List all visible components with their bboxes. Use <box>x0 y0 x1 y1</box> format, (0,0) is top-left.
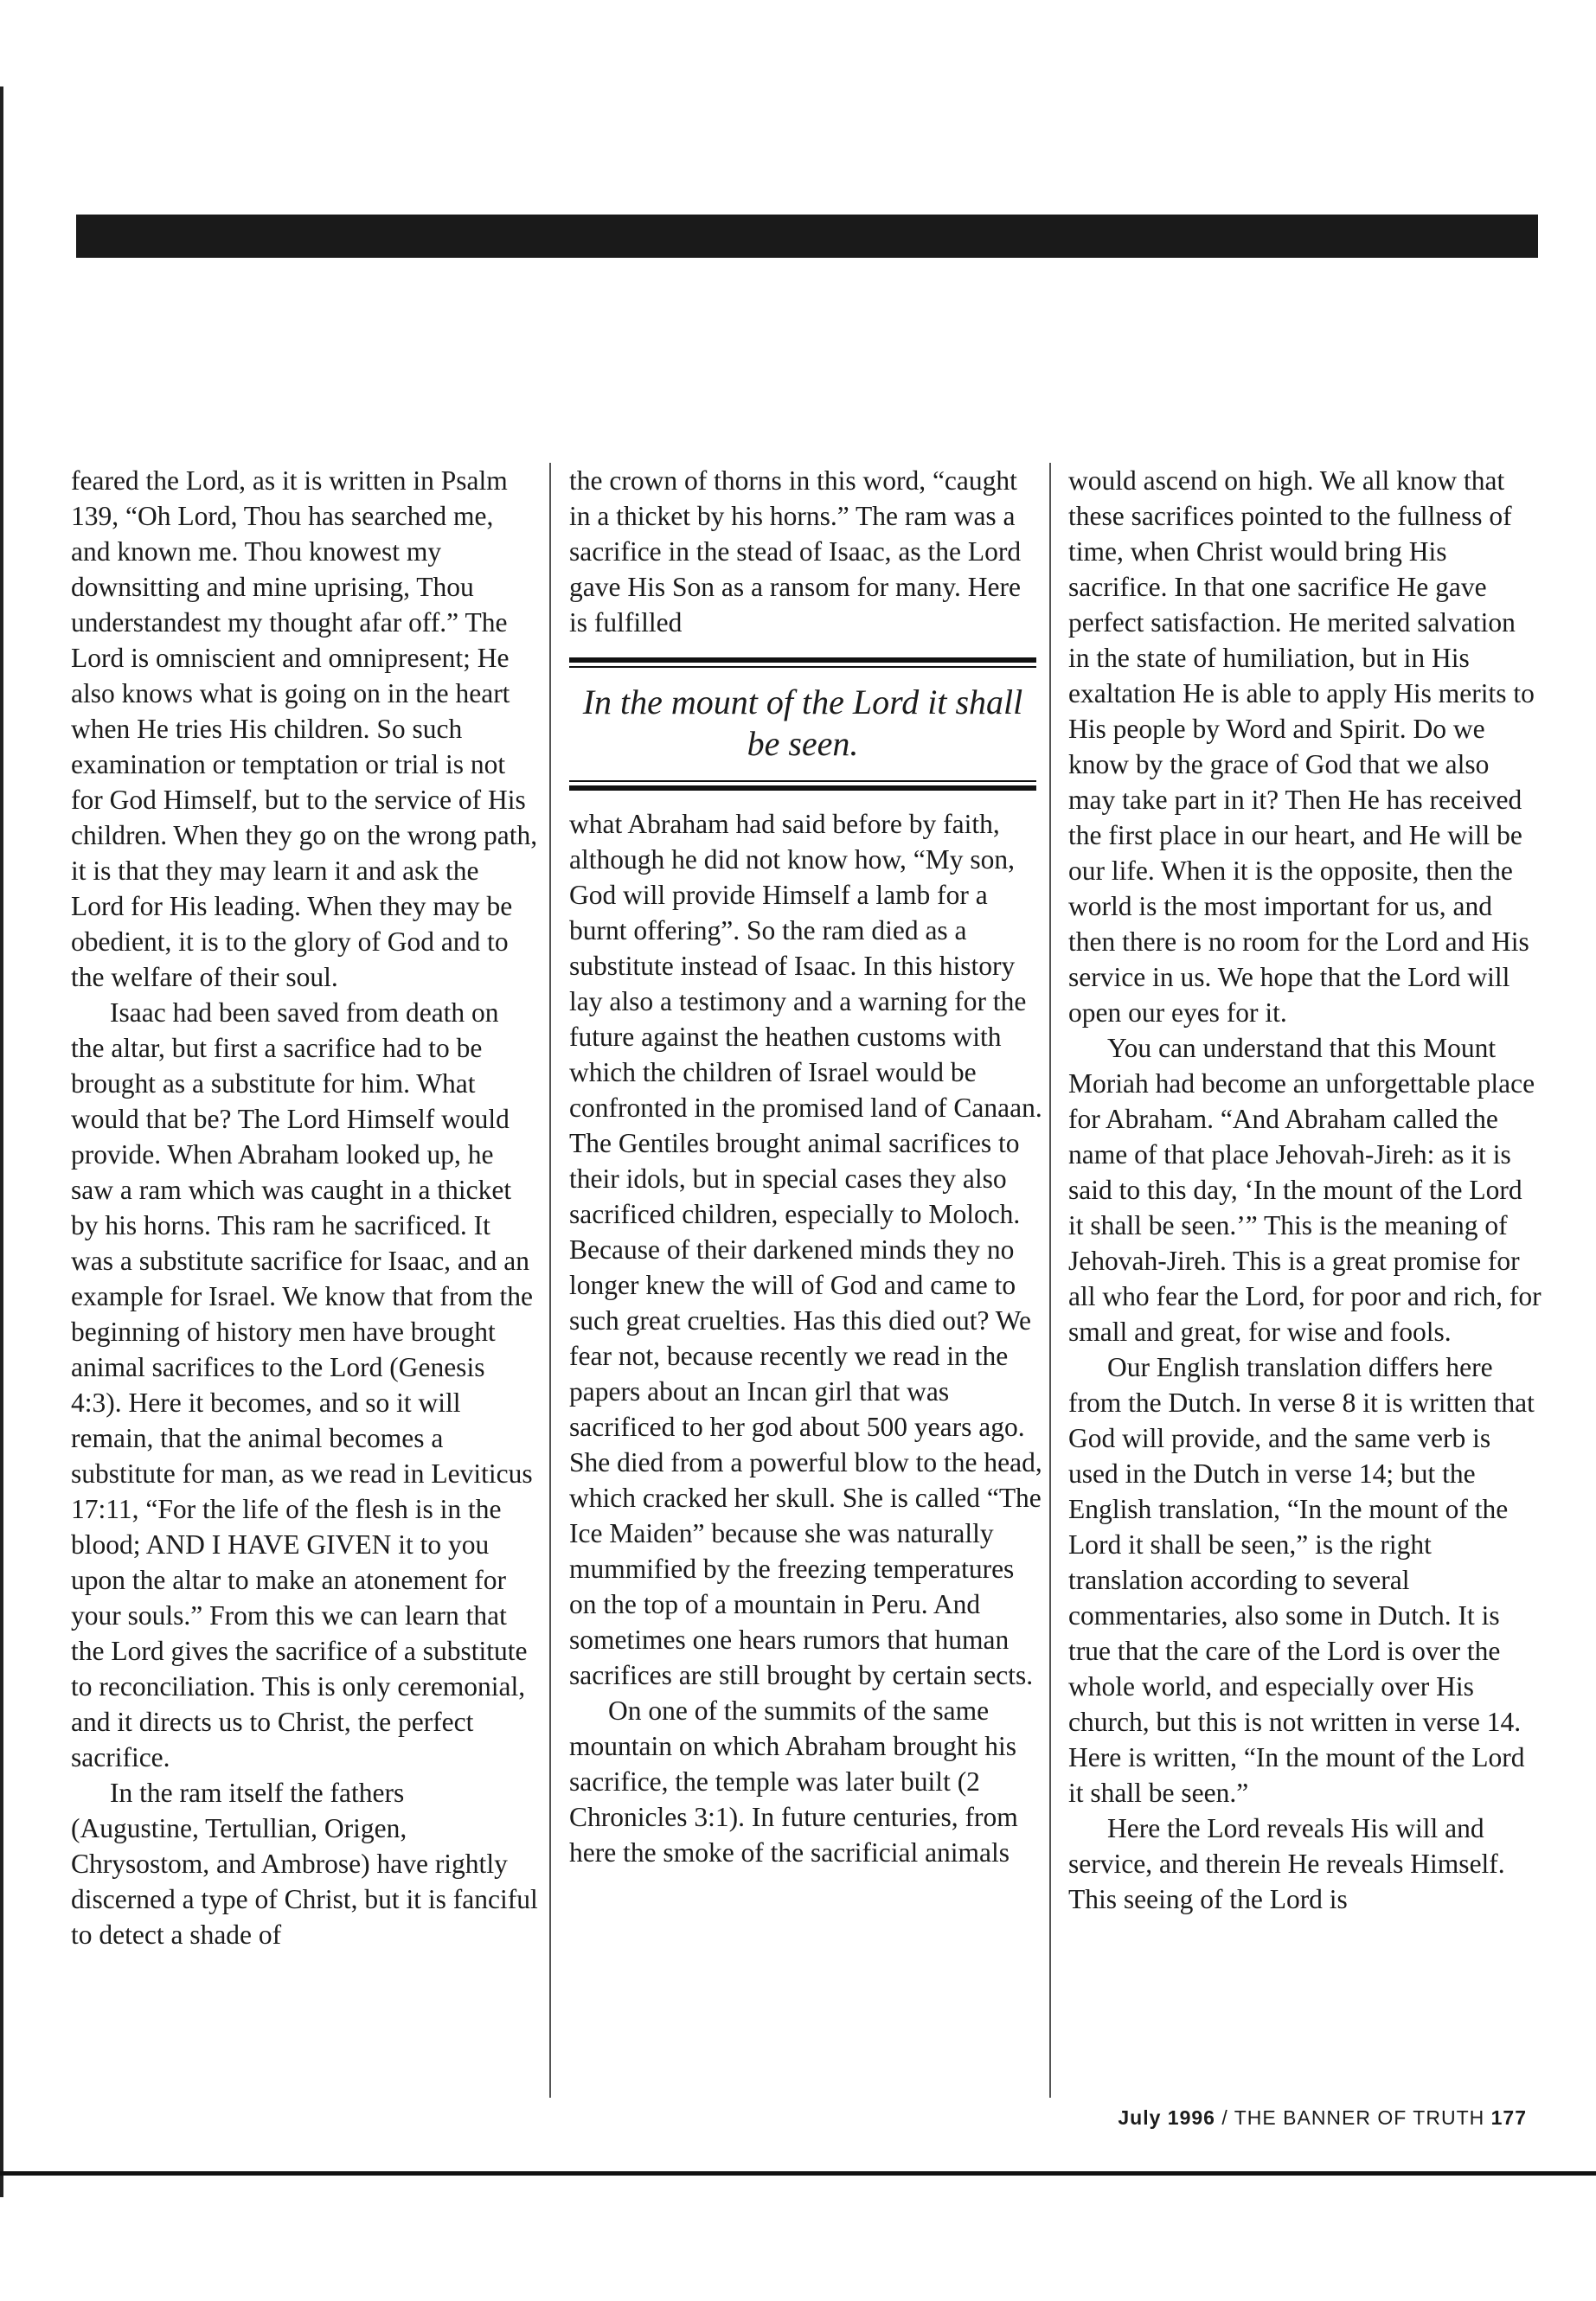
pull-quote <box>569 657 1036 791</box>
footer-separator: / <box>1215 2106 1234 2129</box>
paragraph: Isaac had been saved from death on the altar, but first a sacrifice had to be brought as a substitute for him. What would that be? The Lord Himself would provide. When Abraham looked up, he saw a ram which was caught in a thicket by his horns. This ram he sacrificed. It was a substitute sacrifice for Isaac, and an example for Israel. We know that from the beginning of history men have brought animal sacrifices to the Lord (Genesis 4:3). Here it becomes, and so it will remain, that the animal becomes a substitute for man, as we read in Leviticus 17:11, “For the life of the flesh is in the blood; AND I HAVE GIVEN it to you upon the altar to make an atonement for your souls.” From this we can learn that the Lord gives the sacrifice of a substitute to reconciliation. This is only ceremonial, and it directs us to Christ, the perfect sacrifice. <box>71 997 533 1772</box>
paragraph: In the ram itself the fathers (Augustine, Tertullian, Origen, Chrysostom, and Ambrose) have rightly discerned a type of Christ, but it is fanciful to detect a shade of <box>71 1778 538 1950</box>
pull-quote-text: In the mount of the Lord it shall be seen. <box>582 683 1023 763</box>
text-column-2 <box>569 463 1043 1870</box>
column-divider-1 <box>549 463 551 2098</box>
text-column-3 <box>1068 463 1542 1917</box>
scan-edge-bottom <box>0 2171 1596 2176</box>
pull-quote-rule-top <box>569 657 1036 668</box>
paragraph: Our English translation differs here from the Dutch. In verse 8 it is written that God will provide, and the same verb is used in the Dutch in verse 14; but the English translation, “In the mount of the Lord it shall be seen,” is the right translation according to several commentaries, also some in Dutch. It is true that the care of the Lord is over the whole world, and especially over His church, but this is not written in verse 14. Here is written, “In the mount of the Lord it shall be seen.” <box>1068 1352 1535 1808</box>
column-divider-2 <box>1049 463 1051 2098</box>
pull-quote-rule-bottom <box>569 780 1036 791</box>
paragraph: On one of the summits of the same mountain on which Abraham brought his sacrifice, the temple was later built (2 Chronicles 3:1). In future centuries, from here the smoke of the sacrificial animals <box>569 1695 1018 1868</box>
footer-date: July 1996 <box>1118 2106 1215 2129</box>
footer-publication: THE BANNER OF TRUTH <box>1234 2106 1485 2129</box>
paragraph: would ascend on high. We all know that these sacrifices pointed to the fullness of time, when Christ would bring His sacrifice. In that one sacrifice He gave perfect satisfaction. He merited salvation in the state of humiliation, but in His exaltation He is able to apply His merits to His people by Word and Spirit. Do we know by the grace of God that we also may take part in it? Then He has received the first place in our heart, and He will be our life. When it is the opposite, then the world is the most important for us, and then there is no room for the Lord and His service in us. We hope that the Lord will open our eyes for it. <box>1068 465 1535 1028</box>
paragraph: Here the Lord reveals His will and service, and therein He reveals Himself. This seeing of the Lord is <box>1068 1813 1505 1914</box>
paragraph: You can understand that this Mount Moriah had become an unforgettable place for Abraham. “And Abraham called the name of that place Jehovah-Jireh: as it is said to this day, ‘In the mount of the Lord it shall be seen.’” This is the meaning of Jehovah-Jireh. This is a great promise for all who fear the Lord, for poor and rich, for small and great, for wise and fools. <box>1068 1033 1542 1347</box>
paragraph: what Abraham had said before by faith, although he did not know how, “My son, God will provide Himself a lamb for a burnt offering”. So the ram died as a substitute instead of Isaac. In this history lay also a testimony and a warning for the future against the heathen customs with which the children of Israel would be confronted in the promised land of Canaan. The Gentiles brought animal sacrifices to their idols, but in special cases they also sacrificed children, especially to Moloch. Because of their darkened minds they no longer knew the will of God and came to such great cruelties. Has this died out? We fear not, because recently we read in the papers about an Incan girl that was sacrificed to her god about 500 years ago. She died from a powerful blow to the head, which cracked her skull. She is called “The Ice Maiden” because she was naturally mummified by the freezing temperatures on the top of a mountain in Peru. And sometimes one hears rumors that human sacrifices are still brought by certain sects. <box>569 809 1042 1690</box>
paragraph: feared the Lord, as it is written in Psalm 139, “Oh Lord, Thou has searched me, and known me. Thou knowest my downsitting and mine uprising, Thou understandest my thought afar off.” The Lord is omniscient and omnipresent; He also knows what is going on in the heart when He tries His children. So such examination or temptation or trial is not for God Himself, but to the service of His children. When they go on the wrong path, it is that they may learn it and ask the Lord for His leading. When they may be obedient, it is to the glory of God and to the welfare of their soul. <box>71 465 538 992</box>
text-column-1 <box>71 463 538 1952</box>
scan-edge-left <box>0 87 3 2197</box>
page-footer <box>1118 2106 1527 2130</box>
paragraph: the crown of thorns in this word, “caught in a thicket by his horns.” The ram was a sacrifice in the stead of Isaac, as the Lord gave His Son as a ransom for many. Here is fulfilled <box>569 465 1022 638</box>
page-number: 177 <box>1490 2106 1527 2129</box>
header-bar <box>76 215 1538 258</box>
